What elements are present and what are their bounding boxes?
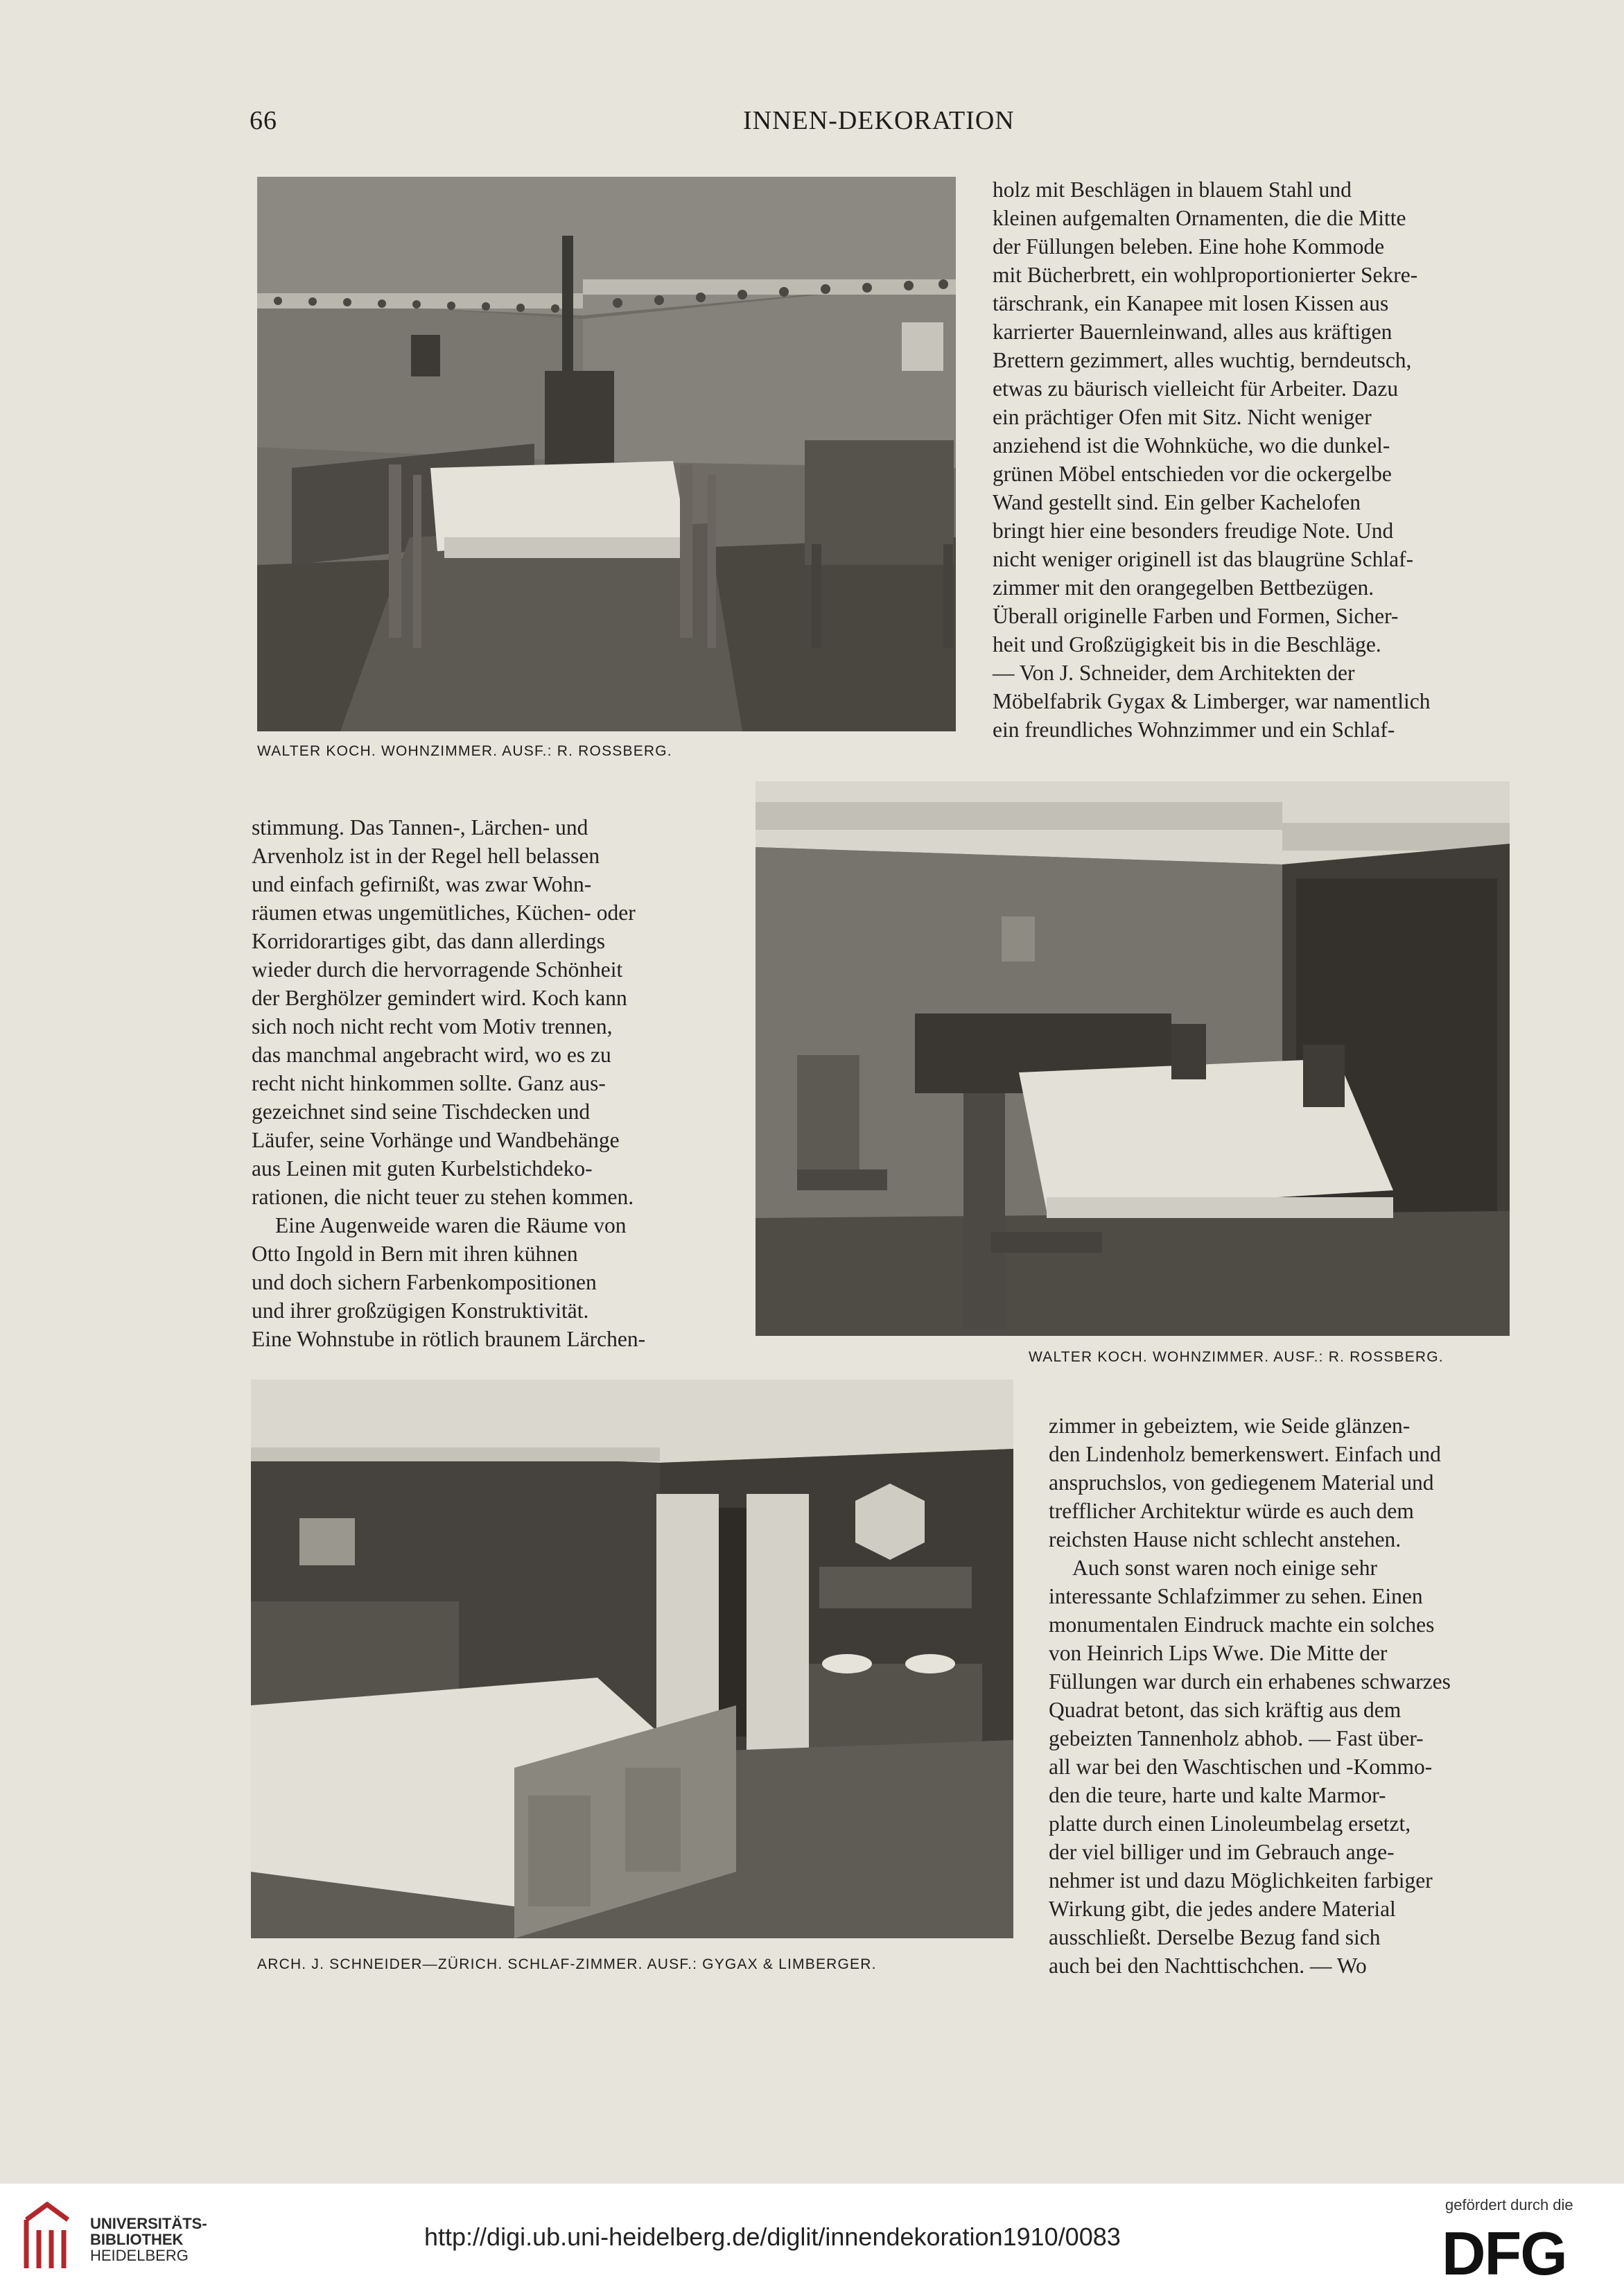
text-line: Quadrat betont, das sich kräftig aus dem <box>1049 1698 1402 1722</box>
text-line: der Berghölzer gemindert wird. Koch kann <box>252 986 627 1010</box>
text-line: der Füllungen beleben. Eine hohe Kommode <box>993 234 1385 259</box>
text-line: reichsten Hause nicht schlecht anstehen. <box>1049 1527 1402 1551</box>
photo-caption: WALTER KOCH. WOHNZIMMER. AUSF.: R. ROSSBERG. <box>1029 1349 1444 1365</box>
text-line: von Heinrich Lips Wwe. Die Mitte der <box>1049 1641 1388 1665</box>
text-line: und ihrer großzügigen Konstruktivität. <box>252 1298 589 1323</box>
text-line: Wand gestellt sind. Ein gelber Kachelofen <box>993 490 1361 514</box>
source-url-link[interactable]: http://digi.ub.uni-heidelberg.de/diglit/innendekoration1910/0083 <box>424 2223 1121 2251</box>
text-column-right-top <box>993 175 1512 744</box>
text-line: kleinen aufgemalten Ornamenten, die die Mitte <box>993 206 1406 230</box>
library-name-line: HEIDELBERG <box>90 2247 189 2264</box>
photo-dining-room <box>756 781 1510 1336</box>
text-line: und doch sichern Farbenkompositionen <box>252 1270 597 1294</box>
text-line: Otto Ingold in Bern mit ihren kühnen <box>252 1242 578 1266</box>
text-line: der viel billiger und im Gebrauch ange- <box>1049 1840 1395 1864</box>
text-line: anspruchslos, von gediegenem Material und <box>1049 1470 1434 1495</box>
text-line: ausschließt. Derselbe Bezug fand sich <box>1049 1925 1381 1949</box>
text-line: Arvenholz ist in der Regel hell belassen <box>252 844 600 868</box>
text-line: — Von J. Schneider, dem Architekten der <box>993 661 1355 685</box>
text-line: Eine Wohnstube in rötlich braunem Lärchen- <box>252 1327 646 1351</box>
text-line: platte durch einen Linoleumbelag ersetzt, <box>1049 1811 1411 1836</box>
text-line: grünen Möbel entschieden vor die ockergelbe <box>993 462 1392 486</box>
text-line: recht nicht hinkommen sollte. Ganz aus- <box>252 1071 606 1095</box>
text-line: gebeizten Tannenholz abhob. — Fast über- <box>1049 1726 1424 1750</box>
text-line: wieder durch die hervorragende Schönheit <box>252 957 623 982</box>
funding-note: gefördert durch die <box>1445 2196 1573 2214</box>
library-name-line: UNIVERSITÄTS- <box>90 2215 207 2232</box>
text-line: Überall originelle Farben und Formen, Sicher- <box>993 604 1399 628</box>
page-number: 66 <box>250 106 277 135</box>
text-line: karrierter Bauernleinwand, alles aus kräftigen <box>993 320 1392 344</box>
text-line: zimmer in gebeiztem, wie Seide glänzen- <box>1049 1414 1411 1438</box>
text-line: ein prächtiger Ofen mit Sitz. Nicht weniger <box>993 405 1372 429</box>
text-line: ein freundliches Wohnzimmer und ein Schlaf- <box>993 718 1395 742</box>
text-line: Läufer, seine Vorhänge und Wandbehänge <box>252 1128 620 1152</box>
text-line: tärschrank, ein Kanapee mit losen Kissen aus <box>993 291 1389 315</box>
text-line: und einfach gefirnißt, was zwar Wohn- <box>252 872 592 896</box>
text-line: anziehend ist die Wohnküche, wo die dunkel- <box>993 433 1390 458</box>
text-line: nicht weniger originell ist das blaugrüne Schlaf- <box>993 547 1414 571</box>
dfg-logo: DFG <box>1442 2219 1566 2288</box>
text-line: den die teure, harte und kalte Marmor- <box>1049 1783 1386 1807</box>
text-column-right-bottom <box>1049 1411 1518 1980</box>
text-line: nehmer ist und dazu Möglichkeiten farbiger <box>1049 1868 1433 1893</box>
digitization-footer <box>0 2184 1624 2296</box>
photo-caption: ARCH. J. SCHNEIDER—ZÜRICH. SCHLAF-ZIMMER. AUSF.: GYGAX & LIMBERGER. <box>257 1956 877 1972</box>
text-line: auch bei den Nachttischchen. — Wo <box>1049 1954 1367 1978</box>
text-line: räumen etwas ungemütliches, Küchen- oder <box>252 901 636 925</box>
text-line: etwas zu bäurisch vielleicht für Arbeiter. Dazu <box>993 376 1399 401</box>
library-logo-icon <box>19 2199 82 2275</box>
photo-living-room-stove <box>257 177 956 731</box>
text-line: Möbelfabrik Gygax & Limberger, war namentlich <box>993 689 1431 713</box>
text-line: Wirkung gibt, die jedes andere Material <box>1049 1897 1396 1921</box>
text-line: holz mit Beschlägen in blauem Stahl und <box>993 177 1352 202</box>
text-line: stimmung. Das Tannen-, Lärchen- und <box>252 815 588 840</box>
text-line: aus Leinen mit guten Kurbelstichdeko- <box>252 1156 593 1181</box>
text-line: zimmer mit den orangegelben Bettbezügen. <box>993 575 1374 600</box>
photo-caption: WALTER KOCH. WOHNZIMMER. AUSF.: R. ROSSBERG. <box>257 743 672 759</box>
text-line: Eine Augenweide waren die Räume von <box>275 1213 627 1237</box>
text-line: monumentalen Eindruck machte ein solches <box>1049 1612 1435 1637</box>
text-line: all war bei den Waschtischen und -Kommo- <box>1049 1755 1433 1779</box>
text-line: Füllungen war durch ein erhabenes schwarzes <box>1049 1669 1451 1694</box>
library-name-line: BIBLIOTHEK <box>90 2231 184 2248</box>
text-line: den Lindenholz bemerkenswert. Einfach und <box>1049 1442 1441 1466</box>
text-line: heit und Großzügigkeit bis in die Beschläge. <box>993 632 1381 656</box>
text-line: Auch sonst waren noch einige sehr <box>1072 1556 1378 1580</box>
text-line: interessante Schlafzimmer zu sehen. Einen <box>1049 1584 1423 1608</box>
text-line: trefflicher Architektur würde es auch dem <box>1049 1499 1414 1523</box>
text-line: Korridorartiges gibt, das dann allerdings <box>252 929 605 953</box>
text-line: rationen, die nicht teuer zu stehen kommen. <box>252 1185 634 1209</box>
text-line: mit Bücherbrett, ein wohlproportionierter Sekre- <box>993 263 1418 287</box>
text-line: sich noch nicht recht vom Motiv trennen, <box>252 1014 613 1038</box>
text-column-left-middle <box>252 813 717 1353</box>
text-line: Brettern gezimmert, alles wuchtig, berndeutsch, <box>993 348 1412 372</box>
running-title: INNEN-DEKORATION <box>743 106 1015 135</box>
photo-bedroom <box>251 1380 1013 1938</box>
text-line: das manchmal angebracht wird, wo es zu <box>252 1043 611 1067</box>
text-line: gezeichnet sind seine Tischdecken und <box>252 1099 591 1124</box>
text-line: bringt hier eine besonders freudige Note. Und <box>993 519 1394 543</box>
